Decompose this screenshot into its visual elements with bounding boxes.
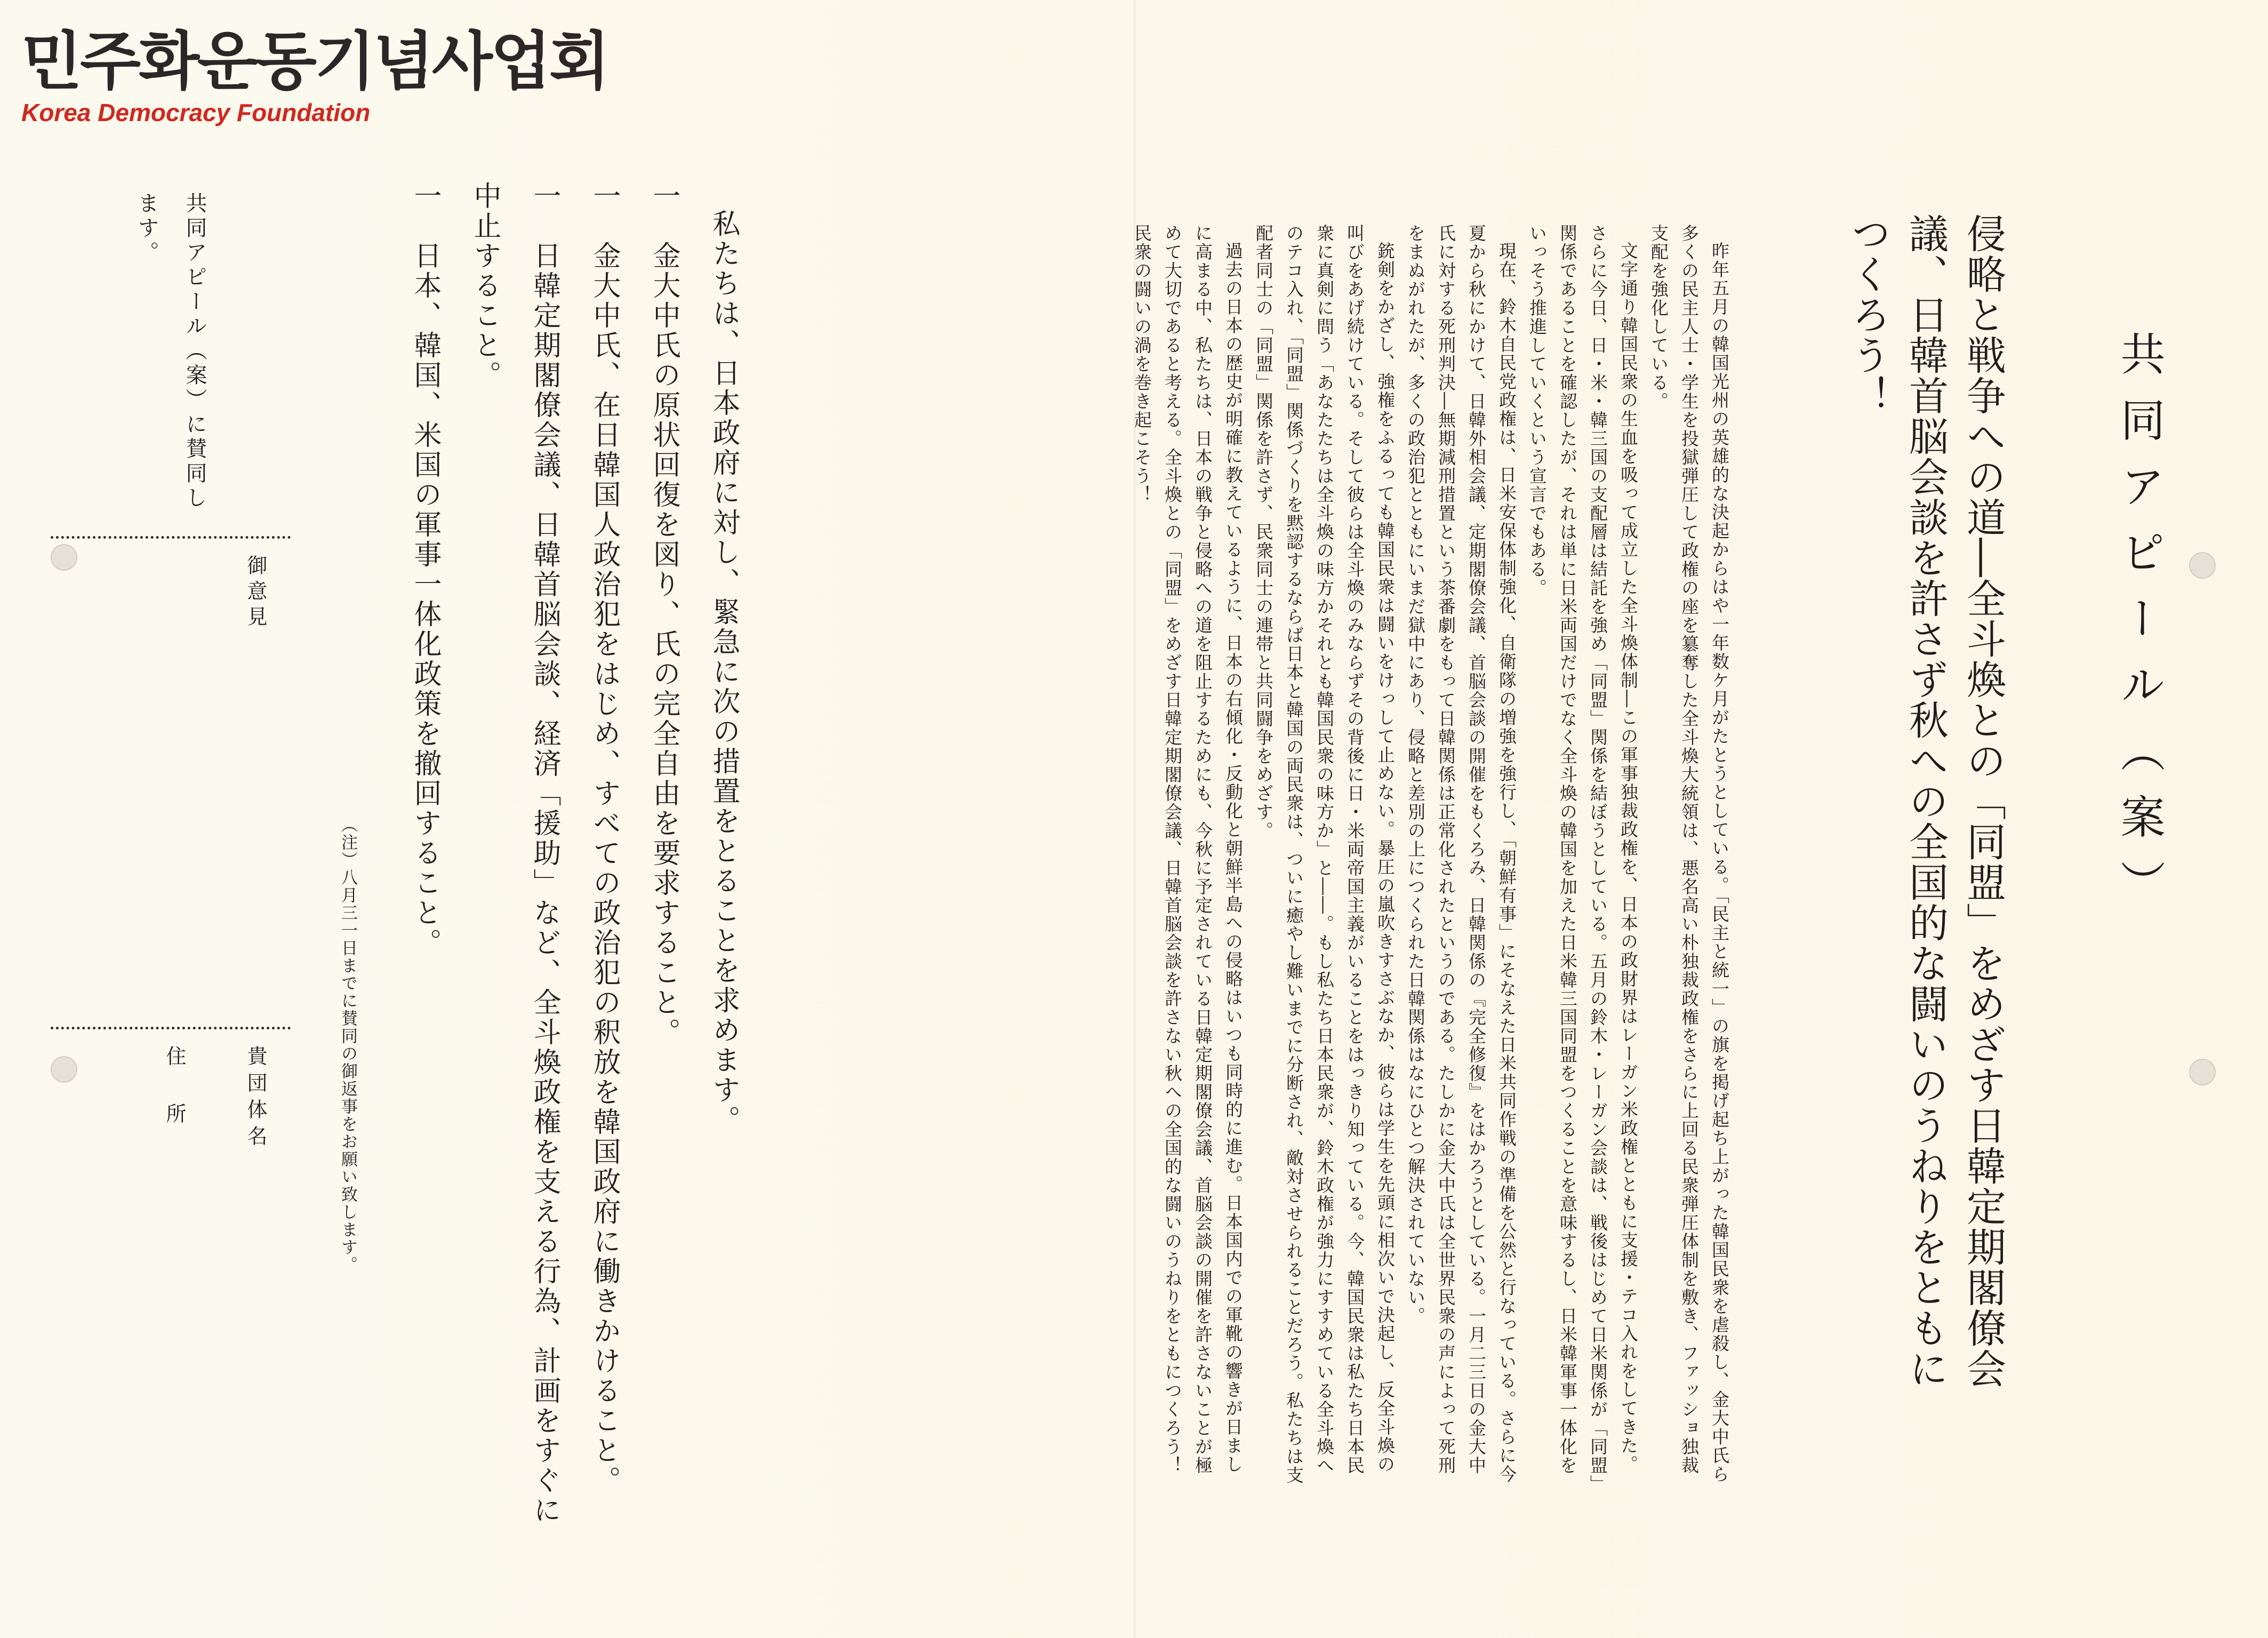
- agreement-statement: 共同アピール（案）に賛同します。: [134, 192, 207, 511]
- perforation-line: [51, 536, 291, 539]
- demand-item: 一 日韓定期閣僚会議、日韓首脳会談、経済「援助」など、全斗煥政権を支える行為、計画をすぐに中止すること。: [469, 181, 560, 1525]
- logo-english-text: Korea Democracy Foundation: [21, 99, 371, 126]
- foundation-logo: [21, 25, 608, 127]
- demands-intro: 私たちは、日本政府に対し、緊急に次の措置をとることを求めます。: [708, 209, 740, 1135]
- binder-hole: [51, 1056, 77, 1083]
- binder-hole: [2189, 1059, 2216, 1085]
- opinion-label: 御意見: [244, 555, 267, 632]
- document-title: 共同アピール（案）: [2113, 331, 2166, 926]
- perforation-line: [51, 1027, 291, 1029]
- body-text: [1127, 224, 1735, 1488]
- demands-section: [395, 181, 754, 1547]
- address-label: 住所: [163, 1045, 186, 1161]
- binder-hole: [2189, 552, 2216, 579]
- binder-hole: [51, 544, 77, 571]
- organization-name-label: 貴団体名: [244, 1045, 267, 1152]
- body-paragraph: 銃剣をかざし、強権をふるっても韓国民衆は闘いをけっして止めない。暴圧の嵐吹きすさぶなか、彼らは学生を先頭に相次いで決起し、反全斗煥の叫びをあげ続けている。そして彼らは全斗煥のみならずその背後に日・米両帝国主義がいることをはっきり知っている。今、韓国民衆は私たち日本民衆に真剣に問う「あなたたちは全斗煥の味方かそれとも韓国民衆の味方か」と――。もし私たち日本民衆が、鈴木政権が強力にすすめている全斗煥へのテコ入れ、「同盟」関係づくりを黙認するならば日本と韓国の両民衆は、ついに癒やし難いまでに分断され、敵対させられることだろう。私たちは支配者同士の「同盟」関係を許さず、民衆同士の連帯と共同闘争をめざす。: [1253, 224, 1396, 1485]
- body-paragraph: 現在、鈴木自民党政権は、日米安保体制強化、自衛隊の増強を強行し、「朝鮮有事」にそなえた日米共同作戦の準備を公然と行なっている。さらに今夏から秋にかけて、日韓外相会議、定期閣僚会議、首脳会談の開催をもくろみ、日韓関係の『完全修復』をはかろうとしている。一月二三日の金大中氏に対する死刑判決―無期減刑措置という茶番劇をもって日韓関係は正常化されたというのである。たしかに金大中氏は全世界民衆の声によって死刑をまぬがれたが、多くの政治犯とともにいまだ獄中にあり、侵略と差別の上につくられた日韓関係はなにひとつ解決されていない。: [1405, 224, 1517, 1484]
- headline: 侵略と戦争への道―全斗煥との「同盟」をめざす日韓定期閣僚会議、日韓首脳会談を許さず秋への全国的な闘いのうねりをともにつくろう！: [1845, 213, 2006, 1389]
- demand-item: 一 日本、韓国、米国の軍事一体化政策を撤回すること。: [409, 181, 441, 958]
- reply-deadline-note: （注）八月三一日までに賛同の御返事をお願い致します。: [338, 816, 357, 1274]
- logo-korean-text: 민주화운동기념사업회: [21, 25, 608, 98]
- body-paragraph: 文字通り韓国民衆の生血を吸って成立した全斗煥体制―この軍事独裁政権を、日本の政財界はレーガン米政権とともに支援・テコ入れをしてきた。さらに今日、日・米・韓三国の支配層は結託を強め「同盟」関係を結ぼうとしている。五月の鈴木・レーガン会談は、戦後はじめて日米関係が「同盟」関係であることを確認したが、それは単に日米両国だけでなく全斗煥の韓国を加えた日米韓三国同盟をつくることを意味するし、日米韓軍事一体化をいっそう推進していくという宣言でもある。: [1527, 224, 1639, 1485]
- body-paragraph: 昨年五月の韓国光州の英雄的な決起からはや一年数ケ月がたとうとしている。「民主と統一」の旗を掲げ起ち上がった韓国民衆を虐殺し、金大中氏ら多くの民主人士・学生を投獄弾圧して政権の座を簒奪した全斗煥大統領は、悪名高い朴独裁政権をさらに上回る民衆弾圧体制を敷き、ファッショ独裁支配を強化している。: [1648, 224, 1730, 1484]
- demand-item: 一 金大中氏の原状回復を図り、氏の完全自由を要求すること。: [648, 181, 680, 1048]
- demand-item: 一 金大中氏、在日韓国人政治犯をはじめ、すべての政治犯の釈放を韓国政府に働きかけること。: [588, 181, 620, 1496]
- body-paragraph: 過去の日本の歴史が明確に教えているように、日本の右傾化・反動化と朝鮮半島への侵略はいつも同時的に進む。日本国内での軍靴の響きが日ましに高まる中、私たちは、日本の戦争と侵略への道を阻止するためにも、今秋に予定されている日韓定期閣僚会議、首脳会談の開催を許さないことが極めて大切であると考える。全斗煥との「同盟」をめざす日韓定期閣僚会議、日韓首脳会談を許さない秋への全国的な闘いのうねりをともにつくろう！民衆の闘いの渦を巻き起こそう！: [1132, 224, 1244, 1475]
